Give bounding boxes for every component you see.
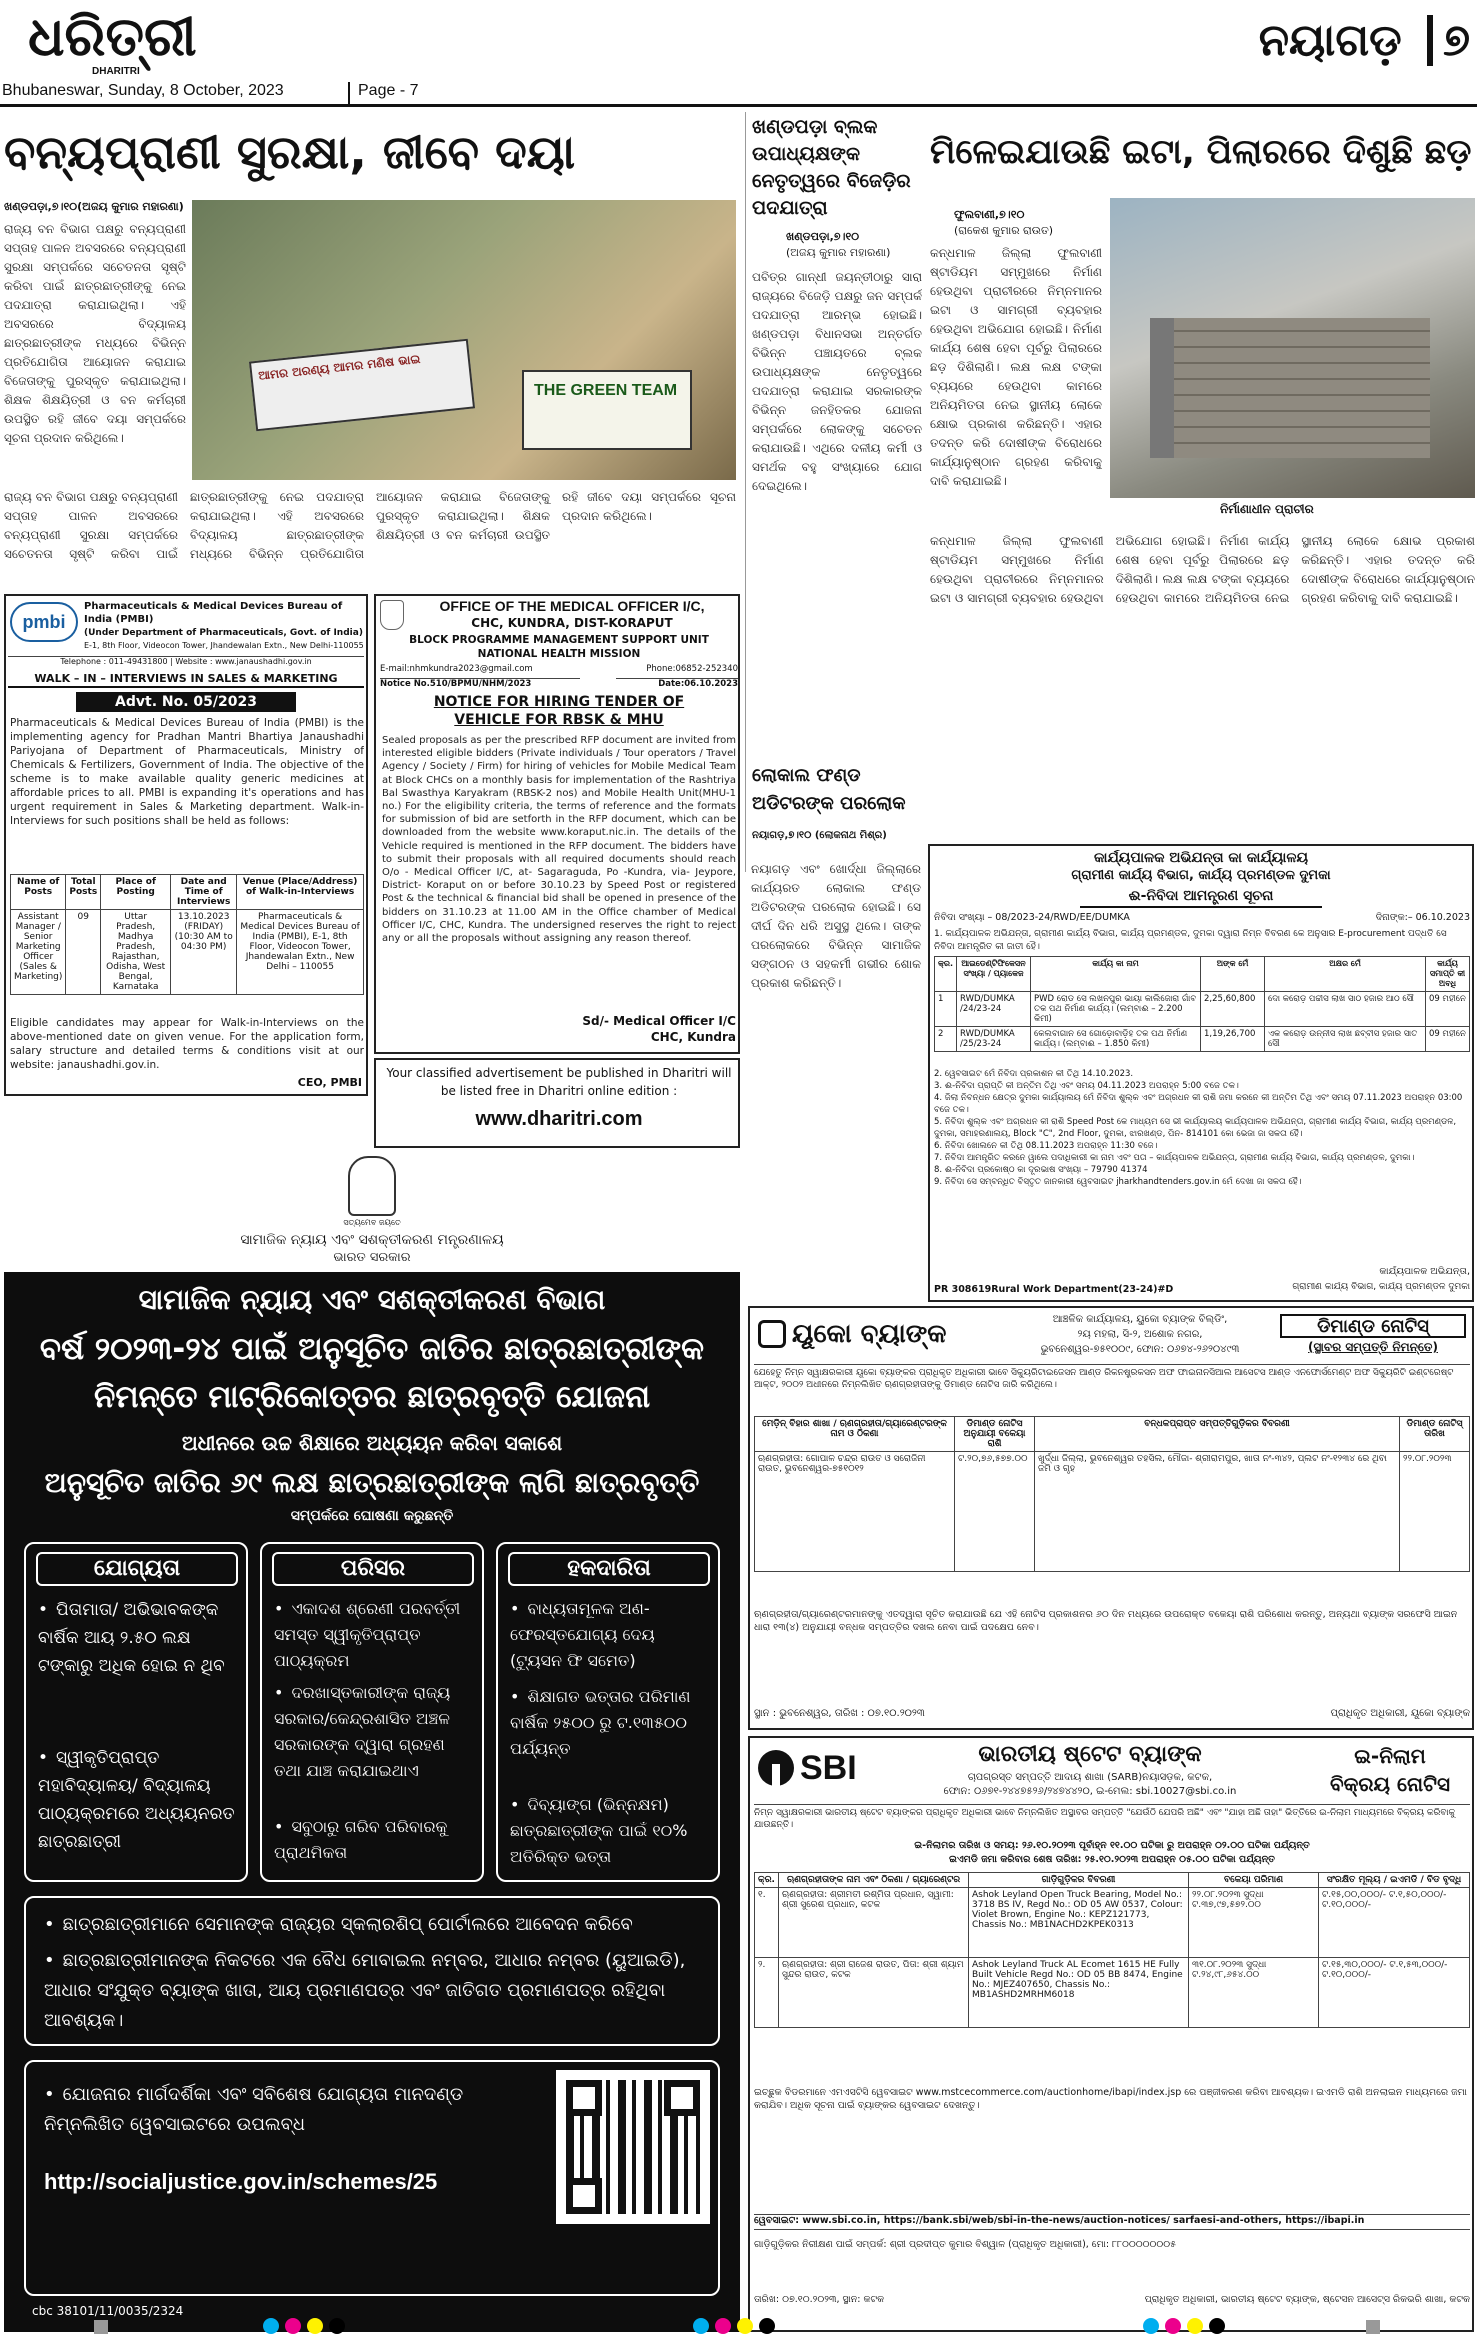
pmbi-logo [10,602,78,642]
table-cell: 09 ମହୀନେ [1426,1027,1470,1052]
uco-address-line: ୨ୟ ମହଲା, ସି-୨, ଅଶୋକ ନଗର, [1077,1329,1203,1340]
page-number-divider [1427,15,1433,66]
table-header: Total Posts [66,875,101,910]
table-cell: 2 [935,1027,957,1052]
table-header-row [755,1417,1470,1452]
story-photo [1110,198,1475,498]
pmbi-ad [4,594,368,1096]
cmyk-dots [260,2318,370,2336]
table-header: Name of Posts [11,875,66,910]
sbi-notice-title: ଇ-ନିଲାମ [1354,1744,1426,1768]
story-body: କନ୍ଧମାଳ ଜିଲ୍ଲା ଫୁଲବାଣୀ ଷ୍ଟାଡିୟମ ସମ୍ମୁଖରେ ନିର୍ମାଣ ହେଉଥିବା ପ୍ରାଚୀରରେ ନିମ୍ନମାନର ଇଟା ଓ ସାମଗ୍ରୀ ବ୍ୟବହାର ହେଉଥିବା ଅଭିଯୋଗ ହୋଇଛି। ନିର୍ମାଣ କାର୍ଯ୍ୟ ଶେଷ ହେବା ପୂର୍ବରୁ ପିଲାରରେ ଛଡ଼ ଦିଶିଲାଣି। ଲକ୍ଷ ଲକ୍ଷ ଟଙ୍କା ବ୍ୟୟରେ ହେଉଥିବା କାମରେ ଅନିୟମିତତା ନେଇ ସ୍ଥାନୀୟ ଲୋକେ କ୍ଷୋଭ ପ୍ରକାଶ କରିଛନ୍ତି। ଏହାର ତଦନ୍ତ କରି ଦୋଷୀଙ୍କ ବିରୋଧରେ କାର୍ଯ୍ୟାନୁଷ୍ଠାନ ଗ୍ରହଣ କରିବାକୁ ଦାବି କରାଯାଇଛି। [930,246,1102,488]
section-title: ନୟାଗଡ଼ [1258,15,1402,66]
magenta-dot-icon [715,2318,731,2334]
story-byline: ଫୁଲବାଣୀ,୭।୧୦ [954,208,1025,221]
table-header: କ୍ର. [755,1873,779,1888]
table-cell: ୩୧.୦୮.୨୦୨୩ ସୁଦ୍ଧା ଟ.୨୪,୯୮,୬୫୪.୦୦ [1189,1958,1319,2028]
story-byline-3: ନୟାଗଡ଼,୭।୧୦ (ଲୋକନାଥ ମିଶ୍ର) [752,830,887,841]
tender-note: 7. ନିବିଦା ଆମନ୍ତ୍ରିତ କରନେ ୱାଲେ ପଦାଧିକାରୀ କା ନାମ ଏବଂ ପତା – କାର୍ଯ୍ୟପାଳକ ଅଭିଯନ୍ତା, ଗ୍ରାମୀଣ କାର୍ଯ୍ୟ ବିଭାଗ, କାର୍ଯ୍ୟ ପ୍ରମଣ୍ଡଳ, ଦୁମକା। [934,1153,1415,1163]
story-byline-2: (ରାକେଶ କୁମାର ରାଉତ) [954,224,1054,237]
cmyk-dots [690,2318,800,2336]
sbi-contact: ଫୋନ: ୦୬୭୧-୨୪୪୭୫୨୬/୨୪୭୪୪୨୦, ଇ-ମେଲ: sbi.10027@sbi.co.in [943,1786,1237,1797]
tender-note: 6. ନିବିଦା ଖୋଲନେ କୀ ତିଥି 08.11.2023 ଅପରାହ୍ନ 11:30 ବଜେ। [934,1141,1158,1151]
tender-note: 8. ଈ-ନିବିଦା ପ୍ରକୋଷ୍ଠ କା ଦୂରଭାଷ ସଂଖ୍ୟା – 79790 41374 [934,1165,1148,1175]
card-eligibility [24,1542,248,1882]
cyan-dot-icon [693,2318,709,2334]
card-entitlement [496,1542,720,1882]
table-cell: ଋଣଗ୍ରହୀତା: ଶ୍ରୀମତୀ ରଶ୍ମିତା ପ୍ରଧାନ, ସ୍ୱାମୀ: ଶ୍ରୀ ସୁରେଶ ପ୍ରଧାନ, କଟକ [779,1888,969,1958]
card-item: • ଦିବ୍ୟାଙ୍ଗ (ଭିନ୍ନକ୍ଷମ) ଛାତ୍ରଛାତ୍ରୀଙ୍କ ପାଇଁ ୧୦% ଅତିରିକ୍ତ ଭତ୍ତା [510,1792,710,1878]
table-cell: 13.10.2023 (FRIDAY) (10:30 AM to 04:30 PM) [171,910,237,995]
classified-ad [374,1058,740,1148]
sbi-terms: ଇଚ୍ଛୁକ ବିଡରମାନେ ଏମଏସଟିସି ୱେବସାଇଟ www.mstcecommerce.com/auctionhome/ibapi/index.jsp ରେ ପଞ୍ଜୀକରଣ କରିବା ଆବଶ୍ୟକ। ଇଏମଡି ରାଶି ଅନଲାଇନ ମାଧ୍ୟମରେ ଜମା କରାଯିବ। ଅଧିକ ସୂଚନା ପାଇଁ ବ୍ୟାଙ୍କର ୱେବସାଇଟ ଦେଖନ୍ତୁ। [754,2087,1467,2111]
table-header: ଅଙ୍କ ମେଁ [1201,957,1265,992]
table-header-row [935,957,1470,992]
dateline [0,78,440,106]
story-bjd [745,112,925,872]
pmbi-name: Pharmaceuticals & Medical Devices Bureau of India (PMBI) [84,601,343,625]
photo-wall [1150,318,1430,458]
story-headline: ବନ୍ୟପ୍ରାଣୀ ସୁରକ୍ଷା, ଜୀବେ ଦୟା [4,125,576,179]
tender-note: 3. ଈ-ନିବିଦା ପ୍ରାପ୍ତି କୀ ଅନ୍ତିମ ତିଥି ଏବଂ ସମୟ 04.11.2023 ଅପରାହ୍ନ 5:00 ବଜେ ତକ। [934,1081,1239,1091]
story-byline: ଖଣ୍ଡପଡ଼ା,୭।୧୦ [786,230,860,243]
story-body-continued: କନ୍ଧମାଳ ଜିଲ୍ଲା ଫୁଲବାଣୀ ଷ୍ଟାଡିୟମ ସମ୍ମୁଖରେ ନିର୍ମାଣ ହେଉଥିବା ପ୍ରାଚୀରରେ ନିମ୍ନମାନର ଇଟା ଓ ସାମଗ୍ରୀ ବ୍ୟବହାର ହେଉଥିବା ଅଭିଯୋଗ ହୋଇଛି। ନିର୍ମାଣ କାର୍ଯ୍ୟ ଶେଷ ହେବା ପୂର୍ବରୁ ପିଲାରରେ ଛଡ଼ ଦିଶିଲାଣି। ଲକ୍ଷ ଲକ୍ଷ ଟଙ୍କା ବ୍ୟୟରେ ହେଉଥିବା କାମରେ ଅନିୟମିତତା ନେଇ ସ୍ଥାନୀୟ ଲୋକେ କ୍ଷୋଭ ପ୍ରକାଶ କରିଛନ୍ତି। ଏହାର ତଦନ୍ତ କରି ଦୋଷୀଙ୍କ ବିରୋଧରେ କାର୍ଯ୍ୟାନୁଷ୍ଠାନ ଗ୍ରହଣ କରିବାକୁ ଦାବି କରାଯାଇଛି। [930,534,1475,605]
sbi-name: ଭାରତୀୟ ଷ୍ଟେଟ ବ୍ୟାଙ୍କ [978,1742,1202,1767]
table-header-row [11,875,364,910]
pmbi-body: Pharmaceuticals & Medical Devices Bureau of India (PMBI) is the implementing agency for Pradhan Mantri Bhartiya Janaushadhi Pariyojana of Department of Pharmaceuticals, Ministry of Chemicals & Fertilizers, Government of India. The objective of the scheme is to make available quality generic medicines at affordable prices to all. PMBI is expanding it's operations and has urgent requirement in Sales & Marketing department. Walk-in-Interviews for such positions shall be held as follows: [10,717,364,827]
registration-bar [94,2320,108,2334]
story-byline-2: (ଅଜୟ କୁମାର ମହାରଣା) [786,246,891,259]
card-item: • ଶିକ୍ଷାଗତ ଭତ୍ତାର ପରିମାଣ ବାର୍ଷିକ ୨୫୦୦ ରୁ ଟ.୧୩୫୦୦ ପର୍ଯ୍ୟନ୍ତ [510,1684,710,1788]
medical-date: Date:06.10.2023 [616,678,738,690]
table-cell: RWD/DUMKA /25/23-24 [957,1027,1031,1052]
masthead-logo: ଧରିତ୍ରୀ [28,5,197,68]
ministry-line-1: ସାମାଜିକ ନ୍ୟାୟ ଏବଂ ସଶକ୍ତୀକରଣ ମନ୍ତ୍ରଣାଳୟ [240,1232,504,1248]
card-title: ପରିସର [272,1552,474,1586]
pmbi-sub: (Under Department of Pharmaceuticals, Govt. of India) [84,628,363,638]
tender-notice [928,844,1474,1302]
table-header: ବକେୟା ପରିମାଣ [1189,1873,1319,1888]
table-header: ଗାଡ଼ିଗୁଡ଼ିକର ବିବରଣୀ [969,1873,1189,1888]
uco-intro: ଯେହେତୁ ନିମ୍ନ ସ୍ୱାକ୍ଷରକାରୀ ୟୂକୋ ବ୍ୟାଙ୍କର ପ୍ରାଧିକୃତ ଅଧିକାରୀ ଭାବେ ସିକ୍ୟୁରିଟାଇଜେସନ ଆଣ୍ଡ ରିକନଷ୍ଟ୍ରକସନ ଅଫ ଫାଇନାନସିଆଲ ଆସେଟସ ଆଣ୍ଡ ଏନଫୋର୍ସମେଣ୍ଟ ଅଫ ସିକ୍ୟୁରିଟି ଇଣ୍ଟରେଷ୍ଟ ଆକ୍ଟ, ୨୦୦୨ ଅଧୀନରେ ନିମ୍ନଲିଖିତ ଋଣଗ୍ରହୀତାଙ୍କୁ ଡିମାଣ୍ଡ ନୋଟିସ ଜାରି କରିଥିଲେ। [754,1364,1470,1412]
magenta-dot-icon [285,2318,301,2334]
sbi-emd-date: ଇଏମଡି ଜମା କରିବାର ଶେଷ ତାରିଖ: ୨୫.୧୦.୨୦୨୩ ଅପରାହ୍ନ ୦୫.୦୦ ଘଟିକା ପର୍ଯ୍ୟନ୍ତ [949,1854,1275,1865]
masthead-logo-sub: DHARITRI [92,66,140,77]
tender-notes [934,1068,1470,1264]
black-dot-icon [1209,2318,1225,2334]
tender-ref: ନିବିଦା ସଂଖ୍ୟା – 08/2023-24/RWD/EE/DUMKA [934,912,1130,923]
story-body-continued: ରାଜ୍ୟ ବନ ବିଭାଗ ପକ୍ଷରୁ ବନ୍ୟପ୍ରାଣୀ ସପ୍ତାହ ପାଳନ ଅବସରରେ ବନ୍ୟପ୍ରାଣୀ ସୁରକ୍ଷା ସମ୍ପର୍କରେ ସଚେତନତା ସୃଷ୍ଟି କରିବା ପାଇଁ ଛାତ୍ରଛାତ୍ରୀଙ୍କୁ ନେଇ ପଦଯାତ୍ରା କରାଯାଇଥିଲା। ଏହି ଅବସରରେ ବିଦ୍ୟାଳୟ ଛାତ୍ରଛାତ୍ରୀଙ୍କ ମଧ୍ୟରେ ବିଭିନ୍ନ ପ୍ରତିଯୋଗିତା ଆୟୋଜନ କରାଯାଇ ବିଜେତାଙ୍କୁ ପୁରସ୍କୃତ କରାଯାଇଥିଲା। ଶିକ୍ଷକ ଶିକ୍ଷୟିତ୍ରୀ ଓ ବନ କର୍ମଚାରୀ ଉପସ୍ଥିତ ରହି ଜୀବେ ଦୟା ସମ୍ପର୍କରେ ସୂଚନା ପ୍ରଦାନ କରିଥିଲେ। [4,490,736,561]
table-cell: ଦୋ କରୋଡ଼ ପଚ୍ଚୀସ ଲାଖ ସାଠ ହଜାର ଆଠ ସୌ [1265,992,1426,1027]
medical-email: E-mail:nhmkundra2023@gmail.com [380,664,533,674]
sbi-intro: ନିମ୍ନ ସ୍ୱାକ୍ଷରକାରୀ ଭାରତୀୟ ଷ୍ଟେଟ ବ୍ୟାଙ୍କର ପ୍ରାଧିକୃତ ଅଧିକାରୀ ଭାବେ ନିମ୍ନଲିଖିତ ଅସ୍ଥାବର ସମ୍ପତ୍ତି "ଯେଉଁଠି ଯେପରି ଅଛି" ଏବଂ "ଯାହା ଅଛି ତାହା" ଭିତ୍ତିରେ ଇ-ନିଲାମ ମାଧ୍ୟମରେ ବିକ୍ରୟ କରିବାକୁ ଯାଉଛନ୍ତି। [754,1804,1470,1838]
uco-table [754,1416,1470,1572]
registration-bar [1366,2320,1380,2334]
yellow-dot-icon [737,2318,753,2334]
story-headline: ମିଳେଇଯାଉଛି ଇଟା, ପିଲାରରେ ଦିଶୁଛି ଛଡ଼ [930,132,1472,172]
medical-title-4: NATIONAL HEALTH MISSION [477,648,641,660]
qr-finder-icon [566,2178,602,2214]
yellow-dot-icon [1187,2318,1203,2334]
qr-finder-icon [566,2080,602,2116]
card-title: ହକଦାରିତା [508,1552,710,1586]
story-byline: ଖଣ୍ଡପଡ଼ା,୭।୧୦(ଅଜୟ କୁମାର ମହାରଣା) [4,200,184,213]
story-headline-2: ଲୋକାଲ ଫଣ୍ଡ ଅଡିଟରଙ୍କ ପରଲୋକ [752,765,906,814]
table-cell: ଟ.୧୫,୩୦,୦୦୦/- ଟ.୧,୫୩,୦୦୦/- ଟ.୧୦,୦୦୦/- [1319,1958,1470,2028]
table-cell: PWD ରୋଡ ସେ ଲଖନପୁର ଭାୟା କାଲିଜୋରା ଗାଁବ ତକ ପଥ ନିର୍ମାଣ କାର୍ଯ୍ୟ। (ଲମ୍ବାଈ – 2.200 କିମୀ) [1031,992,1201,1027]
table-header: କାର୍ଯ୍ୟ କା ନାମ [1031,957,1201,992]
card-item: • ପିତାମାତା/ ଅଭିଭାବକଙ୍କ ବାର୍ଷିକ ଆୟ ୨.୫୦ ଲକ୍ଷ ଟଙ୍କାରୁ ଅଧିକ ହୋଇ ନ ଥିବ [38,1596,238,1736]
photo-banner-2-text: THE GREEN TEAM [534,382,678,399]
table-cell: 09 ମହୀନେ [1426,992,1470,1027]
print-registration-marks [0,2316,1477,2338]
pmbi-footer: Eligible candidates may appear for Walk-in-Interviews on the above-mentioned date on given venue. For the application form, salary structure and detailed terms & conditions visit at our website: janaushadhi.gov.in. [10,1017,364,1071]
pmbi-table [10,874,364,995]
table-cell: ଟ.୨୦,୭୬,୫୭୭.୦୦ [955,1452,1035,1572]
medical-title-3: BLOCK PROGRAMME MANAGEMENT SUPPORT UNIT [409,634,709,646]
uco-sign: ପ୍ରାଧିକୃତ ଅଧିକାରୀ, ୟୂକୋ ବ୍ୟାଙ୍କ [1330,1708,1470,1719]
sbi-auction-date: ଇ-ନିଲାମର ତାରିଖ ଓ ସମୟ: ୨୬.୧୦.୨୦୨୩ ପୂର୍ବାହ୍ନ ୧୧.୦୦ ଘଟିକା ରୁ ଅପରାହ୍ନ ୦୨.୦୦ ଘଟିକା ପର୍ଯ୍ୟନ୍ତ [914,1840,1310,1851]
medical-sign-2: CHC, Kundra [650,1030,736,1044]
uco-bank-notice [748,1306,1474,1730]
uco-address-line: ଆଞ୍ଚଳିକ କାର୍ଯ୍ୟାଳୟ, ୟୁକୋ ବ୍ୟାଙ୍କ ବିଲ୍ଡିଂ, [1052,1314,1228,1325]
table-cell: Ashok Leyland Open Truck Bearing, Model No.: 3718 BS IV, Regd No.: OD 05 AW 0537, Colour: Violet Brown, Engine No.: KEPZ121773, Chassis No.: MB1NACHD2KPEK0313 [969,1888,1189,1958]
pmbi-walkin: WALK – IN – INTERVIEWS IN SALES & MARKETING [8,672,364,688]
story-wildlife [0,112,740,592]
ministry-line-2: ଭାରତ ସରକାର [333,1250,411,1265]
uco-address-line: ଭୁବନେଶ୍ୱର-୭୫୧୦୦୯, ଫୋନ: ୦୬୭୪-୨୬୨୦୪୯୩ [1040,1344,1240,1355]
scheme-url[interactable]: http://socialjustice.gov.in/schemes/25 [44,2169,438,2194]
table-cell: 1 [935,992,957,1027]
pmbi-logo-text: pmbi [22,612,66,632]
emblem-motto: ସତ୍ୟମେବ ଜୟତେ [343,1218,401,1227]
table-cell: ଋଣଗ୍ରହୀତା: ଗୋପାଳ ଚନ୍ଦ୍ର ରାଉତ ଓ ସରୋଜିନୀ ରାଉତ, ଭୁବନେଶ୍ୱର-୭୫୧୦୧୨ [755,1452,955,1572]
guide-box [24,2060,720,2296]
table-cell: କେଲବାଗାନ ସେ ଗୋଡ଼ୋବାଡ଼ିହ ତକ ପଥ ନିର୍ମାଣ କାର୍ଯ୍ୟ। (ଲମ୍ବାଈ – 1.850 କିମୀ) [1031,1027,1201,1052]
table-row [11,910,364,995]
story-headline: ଖଣ୍ଡପଡ଼ା ବ୍ଲକ ଉପାଧ୍ୟକ୍ଷଙ୍କ ନେତୃତ୍ୱରେ ବିଜେଡ଼ିର ପଦଯାତ୍ରା [752,116,911,219]
magenta-dot-icon [1165,2318,1181,2334]
card-item: • ବାଧ୍ୟତାମୂଳକ ଅଣ-ଫେରସ୍ତଯୋଗ୍ୟ ଦେୟ (ଟ୍ୟୁସନ ଫି ସମେତ) [510,1596,710,1680]
photo-banner [249,339,475,432]
sbi-notice [748,1736,1474,2332]
table-header: ଡିମାଣ୍ଡ ନୋଟିସ୍ ତାରିଖ [1400,1417,1470,1452]
social-justice-ad [4,1152,740,2332]
tender-heading-3: ଈ-ନିବିଦା ଆମନ୍ତ୍ରଣ ସୂଚନା [1080,888,1322,908]
black-dot-icon [329,2318,345,2334]
apply-box [24,1896,720,2046]
page-label: Page - 7 [348,82,438,104]
tender-note: 2. ୱେବସାଇଟ ମେଁ ନିବିଦା ପ୍ରକାଶନ କୀ ତିଥି 14.10.2023. [934,1069,1134,1079]
table-row [935,992,1470,1027]
table-header-row [755,1873,1470,1888]
pmbi-address: E-1, 8th Floor, Videocon Tower, Jhandewalan Extn., New Delhi-110055 [84,641,364,650]
dateline-text: Bhubaneswar, Sunday, 8 October, 2023 [2,82,284,99]
medical-title-2: CHC, KUNDRA, DIST-KORAPUT [471,616,673,630]
table-cell: 09 [66,910,101,995]
table-row [755,1958,1470,2028]
tender-sign-1: କାର୍ଯ୍ୟପାଳକ ଅଭିଯନ୍ତା, [1379,1266,1470,1277]
table-cell: 2,25,60,800 [1201,992,1265,1027]
sbi-notice-title-2: ବିକ୍ରୟ ନୋଟିସ [1329,1772,1451,1796]
medical-title-1: OFFICE OF THE MEDICAL OFFICER I/C, [439,598,705,614]
social-line-2: ନିମନ୍ତେ ମାଟ୍ରିକୋତ୍ତର ଛାତ୍ରବୃତ୍ତି ଯୋଜନା [93,1379,651,1415]
sbi-sign: ପ୍ରାଧିକୃତ ଅଧିକାରୀ, ଭାରତୀୟ ଷ୍ଟେଟ ବ୍ୟାଙ୍କ, ଷ୍ଟେସନ ଆସେଟ୍ସ ରିକଭରି ଶାଖା, କଟକ [1144,2294,1470,2305]
medical-emblem-icon [380,600,404,630]
story-body: ପବିତ୍ର ଗାନ୍ଧୀ ଜୟନ୍ତୀଠାରୁ ସାରା ରାଜ୍ୟରେ ବିଜେଡ଼ି ପକ୍ଷରୁ ଜନ ସମ୍ପର୍କ ପଦଯାତ୍ରା ଆରମ୍ଭ ହୋଇଛି। ଖଣ୍ଡପଡ଼ା ବିଧାନସଭା ଅନ୍ତର୍ଗତ ବିଭିନ୍ନ ପଞ୍ଚାୟତରେ ବ୍ଲକ ଉପାଧ୍ୟକ୍ଷଙ୍କ ନେତୃତ୍ୱରେ ପଦଯାତ୍ରା କରାଯାଇ ସରକାରଙ୍କ ବିଭିନ୍ନ ଜନହିତକର ଯୋଜନା ସମ୍ପର୍କରେ ଲୋକଙ୍କୁ ସଚେତନ କରାଯାଉଛି। ଏଥିରେ ଦଳୀୟ କର୍ମୀ ଓ ସମର୍ଥକ ବହୁ ସଂଖ୍ୟାରେ ଯୋଗ ଦେଇଥିଲେ। [752,270,922,493]
table-header: Date and Time of Interviews [171,875,237,910]
table-cell: ୨୨.୦୮.୨୦୨୩ [1400,1452,1470,1572]
tender-note: 9. ନିବିଦା ସେ ସମ୍ବନ୍ଧିତ ବିସ୍ତୃତ ଜାନକାରୀ ୱେବସାଇଟ jharkhandtenders.gov.in ମେଁ ଦେଖା ଜା ସକତା ହୈ। [934,1177,1302,1187]
section-name [1180,6,1470,76]
table-row [755,1888,1470,1958]
table-header: Venue (Place/Address) of Walk-in-Interviews [237,875,364,910]
medical-heading-2: VEHICLE FOR RBSK & MHU [454,712,664,728]
table-cell: ଋଣଗ୍ରହୀତା: ଶ୍ରୀ ରାଜେଶ ରାଉତ, ପିତା: ଶ୍ରୀ ଶ୍ୟାମ ସୁନ୍ଦର ରାଉତ, କଟକ [779,1958,969,2028]
sbi-website[interactable]: ୱେବସାଇଟ: www.sbi.co.in, https://bank.sbi/web/sbi-in-the-news/auction-notices/ sarfaesi-and-others, https://ibapi.in [754,2214,1470,2230]
social-line-5: ସମ୍ପର୍କରେ ଘୋଷଣା କରୁଛନ୍ତି [290,1508,454,1524]
black-dot-icon [759,2318,775,2334]
story-body: ରାଜ୍ୟ ବନ ବିଭାଗ ପକ୍ଷରୁ ବନ୍ୟପ୍ରାଣୀ ସପ୍ତାହ ପାଳନ ଅବସରରେ ବନ୍ୟପ୍ରାଣୀ ସୁରକ୍ଷା ସମ୍ପର୍କରେ ସଚେତନତା ସୃଷ୍ଟି କରିବା ପାଇଁ ଛାତ୍ରଛାତ୍ରୀଙ୍କୁ ନେଇ ପଦଯାତ୍ରା କରାଯାଇଥିଲା। ଏହି ଅବସରରେ ବିଦ୍ୟାଳୟ ଛାତ୍ରଛାତ୍ରୀଙ୍କ ମଧ୍ୟରେ ବିଭିନ୍ନ ପ୍ରତିଯୋଗିତା ଆୟୋଜନ କରାଯାଇ ବିଜେତାଙ୍କୁ ପୁରସ୍କୃତ କରାଯାଇଥିଲା। ଶିକ୍ଷକ ଶିକ୍ଷୟିତ୍ରୀ ଓ ବନ କର୍ମଚାରୀ ଉପସ୍ଥିତ ରହି ଜୀବେ ଦୟା ସମ୍ପର୍କରେ ସୂଚନା ପ୍ରଦାନ କରିଥିଲେ। [4,222,186,445]
card-item: • ସବୁଠାରୁ ଗରିବ ପରିବାରକୁ ପ୍ରାଥମିକତା [274,1814,474,1878]
medical-sign-1: Sd/- Medical Officer I/C [582,1014,736,1028]
photo-caption: ନିର୍ମାଣାଧୀନ ପ୍ରାଚୀର [1220,502,1314,516]
table-cell: ୧. [755,1888,779,1958]
cmyk-dots [1140,2318,1250,2336]
story-bricks [930,112,1477,842]
table-cell: ଏକ କରୋଡ଼ ଉନ୍ନୀସ ଲାଖ ଛବ୍ବୀସ ହଜାର ସାତ ସୌ [1265,1027,1426,1052]
tender-note: 4. ଜିଲା ନିବନ୍ଧନ କ୍ଷେତ୍ର ଦୁମକା କାର୍ଯ୍ୟାଲୟ ମେଁ ନିବିଦା ଶୁଲ୍କ ଏବଂ ଅଗ୍ରଧନ କୀ ରାଶି ଜମା କରନେ କୀ ଅନ୍ତିମ ତିଥି ଏବଂ ସମୟ 07.11.2023 ଅପରାହ୍ନ 03:00 ବଜେ ତକ। [934,1093,1463,1115]
cyan-dot-icon [1143,2318,1159,2334]
photo-banner-text: ଆମର ଅରଣ୍ୟ ଆମର ମଣିଷ ଭାଇ [257,351,422,383]
card-scope [260,1542,484,1882]
table-cell: 1,19,26,700 [1201,1027,1265,1052]
table-cell: ୨. [755,1958,779,2028]
card-title: ଯୋଗ୍ୟତା [36,1552,238,1586]
cbc-code: cbc 38101/11/0035/2324 [32,2304,184,2318]
uco-place: ସ୍ଥାନ : ଭୁବନେଶ୍ୱର, ତାରିଖ : ୦୭.୧୦.୨୦୨୩ [754,1708,925,1719]
table-cell: Uttar Pradesh, Madhya Pradesh, Rajasthan, Odisha, West Bengal, Karnataka [101,910,171,995]
social-line-4: ଅନୁସୂଚିତ ଜାତିର ୬୯ ଲକ୍ଷ ଛାତ୍ରଛାତ୍ରୀଙ୍କ ଲାଗି ଛାତ୍ରବୃତ୍ତି [44,1466,700,1499]
table-row [935,1027,1470,1052]
table-cell: Ashok Leyland Truck AL Ecomet 1615 HE Fully Built Vehicle Regd No.: OD 05 BB 8474, Engine No.: MJEZ407650, Chassis No.: MB1ASHD2MRHM6018 [969,1958,1189,2028]
masthead-rule [0,104,1477,107]
medical-heading-1: NOTICE FOR HIRING TENDER OF [433,694,685,710]
table-header: ମେଡ଼ିନ୍ ବିହାର ଶାଖା / ଋଣଗ୍ରହୀତା/ଗ୍ୟାରେଣ୍ଟରଙ୍କ ନାମ ଓ ଠିକଣା [755,1417,955,1452]
photo-banner-2 [522,370,692,450]
yellow-dot-icon [307,2318,323,2334]
masthead [0,0,1477,108]
emblem-icon [348,1156,396,1216]
uco-notice-title: ଡିମାଣ୍ଡ ନୋଟିସ୍ [1280,1314,1466,1338]
table-cell: RWD/DUMKA /24/23-24 [957,992,1031,1027]
qr-code-icon[interactable] [558,2072,708,2222]
guide-text: • ଯୋଜନାର ମାର୍ଗଦର୍ଶିକା ଏବଂ ସବିଶେଷ ଯୋଗ୍ୟତା ମାନଦଣ୍ଡ ନିମ୍ନଲିଖିତ ୱେବସାଇଟରେ ଉପଲବ୍ଧ [44,2080,544,2150]
story-photo [192,200,736,480]
pmbi-contact: Telephone : 011-49431800 | Website : www.janaushadhi.gov.in [8,656,364,669]
sbi-logo-keyhole-icon [772,1764,780,1786]
classified-text: Your classified advertisement be published in Dharitri will be listed free in Dharitri online edition : [386,1066,732,1098]
medical-body: Sealed proposals as per the prescribed RFP document are invited from interested eligible bidders (Private individuals / Tour operators / Travel Agency / Society / Firm) for hiring of vehicles for Mobile Medical Team at Block CHCs on a monthly basis for implementation of the Rashtriya Bal Swasthya Karyakram (RBSK-2 nos) and Mobile Health Unit(MHU-1 no.) For the eligibility criteria, the terms of reference and the formats for submission of bid are setforth in the RFP document, which can be downloaded from the website www.koraput.nic.in. The details of the Vehicle required is mentioned in the RFP document. The bidders have to submit their proposals with all required documents should reach O/o - Medical Officer I/C, at- Sagaraguda, Po -Kundra, via- Jeypore, District- Koraput on or before 30.10.23 by Speed Post or registered Post & the technical & financial bid shall be opened in presence of the bidders on 31.10.23 at 11.00 AM in the Office chamber of Medical Officer I/C, CHC, Kundra. The undersigned reserves the right to reject any or all the proposals without assigning any reason thereof. [382,735,736,945]
medical-notice-no: Notice No.510/BPMU/NHM/2023 [380,678,580,690]
uco-logo-icon [758,1320,786,1348]
top-white-band [4,1152,740,1272]
sbi-table [754,1872,1470,2028]
card-item: • ସ୍ୱୀକୃତିପ୍ରାପ୍ତ ମହାବିଦ୍ୟାଳୟ/ ବିଦ୍ୟାଳୟ ପାଠ୍ୟକ୍ରମରେ ଅଧ୍ୟୟନରତ ଛାତ୍ରଛାତ୍ରୀ [38,1744,238,1878]
tender-intro: 1. କାର୍ଯ୍ୟପାଳକ ଅଭିଯନ୍ତା, ଗ୍ରାମୀଣ କାର୍ଯ୍ୟ ବିଭାଗ, କାର୍ଯ୍ୟ ପ୍ରମଣ୍ଡଳ, ଦୁମକା ଦ୍ୱାରା ନିମ୍ନ ବିବରଣ କେ ଅନୁସାର E-procurement ପଦ୍ଧତି ସେ ନିବିଦା ଆମନ୍ତ୍ରିତ କୀ ଜାତୀ ହୈ। [934,929,1447,952]
qr-finder-icon [664,2080,700,2116]
medical-ad [374,594,740,1054]
sbi-inspect: ଗାଡ଼ିଗୁଡ଼ିକର ନିରୀକ୍ଷଣ ପାଇଁ ସମ୍ପର୍କ: ଶ୍ରୀ ପ୍ରଦୀପ୍ତ କୁମାର ବିଶ୍ୱାଳ (ପ୍ରାଧିକୃତ ଅଧିକାରୀ), ମୋ: ୮୮୦୦୦୦୦୦୦୫ [754,2239,1177,2250]
page-number: ୭ [1443,15,1470,66]
uco-notice-sub: (ସ୍ଥାବର ସମ୍ପତ୍ତି ନିମନ୍ତେ) [1308,1340,1438,1354]
cyan-dot-icon [263,2318,279,2334]
social-dept: ସାମାଜିକ ନ୍ୟାୟ ଏବଂ ସଶକ୍ତୀକରଣ ବିଭାଗ [138,1283,606,1316]
table-header: ଅକ୍ଷର ମେଁ [1265,957,1426,992]
tender-date: ଦିନାଙ୍କ:– 06.10.2023 [1375,912,1470,923]
table-header: କାର୍ଯ୍ୟ ସମାପ୍ତି କୀ ଅବଧି [1426,957,1470,992]
tender-sign-2: ଗ୍ରାମୀଣ କାର୍ଯ୍ୟ ବିଭାଗ, କାର୍ଯ୍ୟ ପ୍ରମଣ୍ଡଳ ଦୁମକା [1292,1282,1470,1292]
table-cell: Assistant Manager / Senior Marketing Officer (Sales & Marketing) [11,910,66,995]
sbi-date: ତାରିଖ: ୦୭.୧୦.୨୦୨୩, ସ୍ଥାନ: କଟକ [754,2294,885,2305]
apply-item: • ଛାତ୍ରଛାତ୍ରୀମାନେ ସେମାନଙ୍କ ରାଜ୍ୟର ସ୍କଲାରଶିପ୍ ପୋର୍ଟାଲରେ ଆବେଦନ କରିବେ [44,1910,704,1942]
sbi-address: ଚାପଗ୍ରସ୍ତ ସମ୍ପତ୍ତି ଆଦାୟ ଶାଖା (SARB)ନୟାସଡ଼କ, କଟକ, [967,1772,1213,1783]
sbi-logo [758,1746,868,1790]
table-header: ଡିମାଣ୍ଡ ନୋଟିସ ଅନୁଯାୟୀ ବକେୟା ରାଶି [955,1417,1035,1452]
tender-pr: PR 308619Rural Work Department(23-24)#D [934,1284,1174,1295]
tender-heading-2: ଗ୍ରାମୀଣ କାର୍ଯ୍ୟ ବିଭାଗ, କାର୍ଯ୍ୟ ପ୍ରମଣ୍ଡଳ ଦୁମକା [1071,868,1331,883]
pmbi-sign: CEO, PMBI [297,1076,362,1089]
table-row [755,1452,1470,1572]
classified-url[interactable]: www.dharitri.com [475,1108,643,1130]
table-cell: ୨୨.୦୮.୨୦୨୩ ସୁଦ୍ଧା ଟ.୩୭,୯୭,୫୭୨.୦୦ [1189,1888,1319,1958]
table-header: ଆଇଡେଣ୍ଟିଫିକେସନ ସଂଖ୍ୟା / ପ୍ୟାକେଜ [957,957,1031,992]
table-header: କ୍ର. [935,957,957,992]
social-line-1: ବର୍ଷ ୨୦୨୩-୨୪ ପାଇଁ ଅନୁସୂଚିତ ଜାତିର ଛାତ୍ରଛାତ୍ରୀଙ୍କ [39,1331,705,1367]
uco-name: ୟୂକୋ ବ୍ୟାଙ୍କ [792,1319,947,1349]
apply-item: • ଛାତ୍ରଛାତ୍ରୀମାନଙ୍କ ନିକଟରେ ଏକ ବୈଧ ମୋବାଇଲ ନମ୍ବର, ଆଧାର ନମ୍ବର (ୟୁଆଇଡି), ଆଧାର ସଂଯୁକ୍ତ ବ୍ୟାଙ୍କ ଖାତା, ଆୟ ପ୍ରମାଣପତ୍ର ଏବଂ ଜାତିଗତ ପ୍ରମାଣପତ୍ର ରହିଥିବା ଆବଶ୍ୟକ। [44,1946,704,2042]
uco-address [1020,1312,1260,1360]
social-line-3: ଅଧୀନରେ ଉଚ୍ଚ ଶିକ୍ଷାରେ ଅଧ୍ୟୟନ କରିବା ସକାଶେ [181,1431,563,1455]
story-obituary-body: ନୟାଗଡ଼ ଏବଂ ଖୋର୍ଦ୍ଧା ଜିଲ୍ଲାରେ କାର୍ଯ୍ୟରତ ଲୋକାଲ ଫଣ୍ଡ ଅଡିଟରଙ୍କ ପରଲୋକ ହୋଇଛି। ସେ ଦୀର୍ଘ ଦିନ ଧରି ଅସୁସ୍ଥ ଥିଲେ। ତାଙ୍କ ପରଲୋକରେ ବିଭିନ୍ନ ସାମାଜିକ ସଙ୍ଗଠନ ଓ ସହକର୍ମୀ ଗଭୀର ଶୋକ ପ୍ରକାଶ କରିଛନ୍ତି। [751,862,921,990]
card-item: • ଦରଖାସ୍ତକାରୀଙ୍କ ରାଜ୍ୟ ସରକାର/କେନ୍ଦ୍ରଶାସିତ ଅଞ୍ଚଳ ସରକାରଙ୍କ ଦ୍ୱାରା ଗ୍ରହଣ ତଥା ଯାଞ୍ଚ କରାଯାଇଥାଏ [274,1680,474,1810]
card-item: • ଏକାଦଶ ଶ୍ରେଣୀ ପରବର୍ତ୍ତୀ ସମସ୍ତ ସ୍ୱୀକୃତିପ୍ରାପ୍ତ ପାଠ୍ୟକ୍ରମ [274,1596,474,1676]
uco-footer: ଋଣଗ୍ରହୀତା/ଗ୍ୟାରେଣ୍ଟରମାନଙ୍କୁ ଏତଦ୍ୱାରା ସୂଚିତ କରାଯାଉଛି ଯେ ଏହି ନୋଟିସ ପ୍ରକାଶନର ୬୦ ଦିନ ମଧ୍ୟରେ ଉପରୋକ୍ତ ବକେୟା ରାଶି ପରିଶୋଧ କରନ୍ତୁ, ଅନ୍ୟଥା ବ୍ୟାଙ୍କ ସରଫେସି ଆଇନ ଧାରା ୧୩(୪) ଅନୁଯାୟୀ ବନ୍ଧକ ସମ୍ପତ୍ତିର ଦଖଲ ନେବା ପାଇଁ ପଦକ୍ଷେପ ନେବ। [754,1609,1458,1633]
table-header: Place of Posting [101,875,171,910]
table-cell: ଟ.୧୫,୦୦,୦୦୦/- ଟ.୧,୫୦,୦୦୦/- ଟ.୧୦,୦୦୦/- [1319,1888,1470,1958]
pmbi-advt: Advt. No. 05/2023 [76,692,296,712]
table-cell: Pharmaceuticals & Medical Devices Bureau of India (PMBI), E-1, 8th Floor, Videocon Tower, Jhandewalan Extn., New Delhi – 110055 [237,910,364,995]
tender-note: 5. ନିବିଦା ଶୁଲ୍କ ଏବଂ ଅଗ୍ରଧନ କୀ ରାଶି Speed Post କେ ମାଧ୍ୟମ ସେ ଭୀ କାର୍ଯ୍ୟାଲୟ କାର୍ଯ୍ୟପାଳକ ଅଭିଯନ୍ତା, ଗ୍ରାମୀଣ କାର୍ଯ୍ୟ ବିଭାଗ, କାର୍ଯ୍ୟ ପ୍ରମଣ୍ଡଳ, ଦୁମକା, ସମାହରଣାଲୟ, Block "C", 2nd Floor, ଦୁମକା, ଝାରଖଣ୍ଡ, ପିନ- 814101 କୋ ଭେଜା ଜା ସକତା ହୈ। [934,1117,1457,1139]
table-header: ବନ୍ଧକପ୍ରାପ୍ତ ସମ୍ପତ୍ତିଗୁଡ଼ିକର ବିବରଣୀ [1035,1417,1400,1452]
tender-table [934,956,1470,1052]
table-header: ସଂରକ୍ଷିତ ମୂଲ୍ୟ / ଇଏମଡି / ବିଡ ବୃଦ୍ଧି [1319,1873,1470,1888]
medical-phone: Phone:06852-252340 [646,664,738,674]
table-header: ଋଣଗ୍ରହୀତାଙ୍କ ନାମ ଏବଂ ଠିକଣା / ଗ୍ୟାରେଣ୍ଟର [779,1873,969,1888]
table-cell: ଖୁର୍ଦ୍ଧା ଜିଲ୍ଲା, ଭୁବନେଶ୍ୱର ତହସିଲ, ମୌଜା- ଶ୍ରୀରାମପୁର, ଖାତା ନଂ-୩୪୨, ପ୍ଲଟ ନଂ-୧୨୩୪ ରେ ଥିବା ଜମି ଓ ଗୃହ [1035,1452,1400,1572]
sbi-logo-text: SBI [800,1749,857,1787]
tender-heading-1: କାର୍ଯ୍ୟପାଳକ ଅଭିଯନ୍ତା କା କାର୍ଯ୍ୟାଳୟ [1093,850,1309,866]
